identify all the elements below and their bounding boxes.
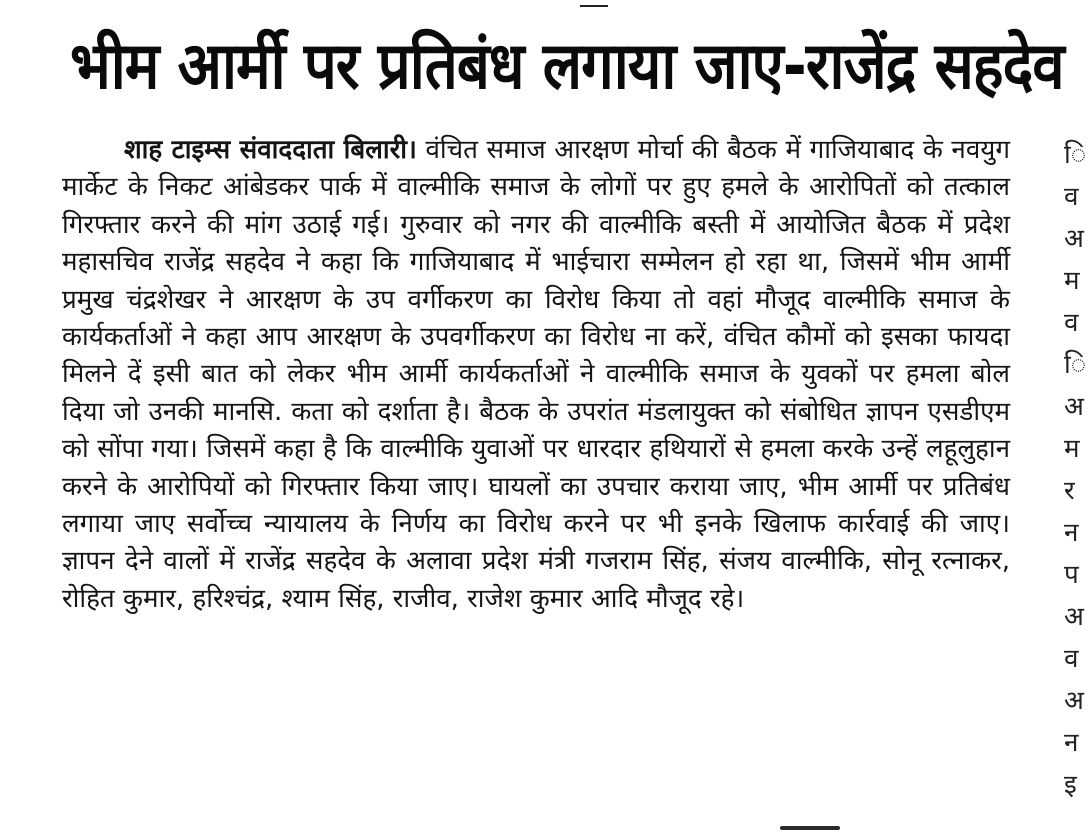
adjacent-column-glyph: म: [1064, 434, 1080, 464]
byline-dateline: शाह टाइम्स संवाददाता बिलारी।: [124, 135, 417, 165]
adjacent-column-glyph: अ: [1064, 392, 1084, 422]
adjacent-column-glyph: इ: [1064, 770, 1077, 800]
adjacent-column-glyph: न: [1064, 728, 1079, 758]
adjacent-column-glyph: व: [1064, 182, 1079, 212]
article-body-paragraph: [62, 132, 1010, 618]
adjacent-column-glyph: ि: [1064, 350, 1087, 380]
adjacent-column-fragment: [1062, 140, 1092, 835]
adjacent-column-glyph: म: [1064, 266, 1080, 296]
adjacent-column-glyph: न: [1064, 518, 1079, 548]
adjacent-column-glyph: अ: [1064, 686, 1084, 716]
article-body-text: वंचित समाज आरक्षण मोर्चा की बैठक में गाजियाबाद के नवयुग मार्केट के निकट आंबेडकर पार्क में वाल्मीकि समाज के लोगों पर हुए हमले के आरोपितों को तत्काल गिरफ्तार करने की मांग उठाई गई। गुरुवार को नगर की वाल्मीकि बस्ती में आयोजित बैठक में प्रदेश महासचिव राजेंद्र सहदेव ने कहा कि गाजियाबाद में भाईचारा सम्मेलन हो रहा था, जिसमें भीम आर्मी प्रमुख चंद्रशेखर ने आरक्षण के उप वर्गीकरण का विरोध किया तो वहां मौजूद वाल्मीकि समाज के कार्यकर्ताओं ने कहा आप आरक्षण के उपवर्गीकरण का विरोध ना करें, वंचित कौमों को इसका फायदा मिलने दें इसी बात को लेकर भीम आर्मी कार्यकर्ताओं ने वाल्मीकि समाज के युवकों पर हमला बोल दिया जो उनकी मानसि. कता को दर्शाता है। बैठक के उपरांत मंडलायुक्त को संबोधित ज्ञापन एसडीएम को सोंपा गया। जिसमें कहा है कि वाल्मीकि युवाओं पर धारदार हथियारों से हमला करके उन्हें लहूलुहान करने के आरोपियों को गिरफ्तार किया जाए। घायलों का उपचार कराया जाए, भीम आर्मी पर प्रतिबंध लगाया जाए सर्वोच्च न्यायालय के निर्णय का विरोध करने पर भी इनके खिलाफ कार्रवाई की जाए। ज्ञापन देने वालों में राजेंद्र सहदेव के अलावा प्रदेश मंत्री गजराम सिंह, संजय वाल्मीकि, सोनू रत्नाकर, रोहित कुमार, हरिश्चंद्र, श्याम सिंह, राजीव, राजेश कुमार आदि मौजूद रहे।: [62, 135, 1010, 614]
headline: भीम आर्मी पर प्रतिबंध लगाया जाए-राजेंद्र सहदेव: [70, 27, 1064, 104]
top-rule-fragment: [580, 0, 608, 7]
bottom-edge-fragment: [780, 826, 840, 830]
adjacent-column-glyph: प: [1064, 560, 1079, 590]
adjacent-column-glyph: र: [1064, 476, 1075, 506]
adjacent-column-glyph: अ: [1064, 224, 1084, 254]
adjacent-column-glyph: अ: [1064, 602, 1084, 632]
adjacent-column-glyph: व: [1064, 644, 1079, 674]
adjacent-column-glyph: ि: [1064, 140, 1087, 170]
adjacent-column-glyph: व: [1064, 308, 1079, 338]
